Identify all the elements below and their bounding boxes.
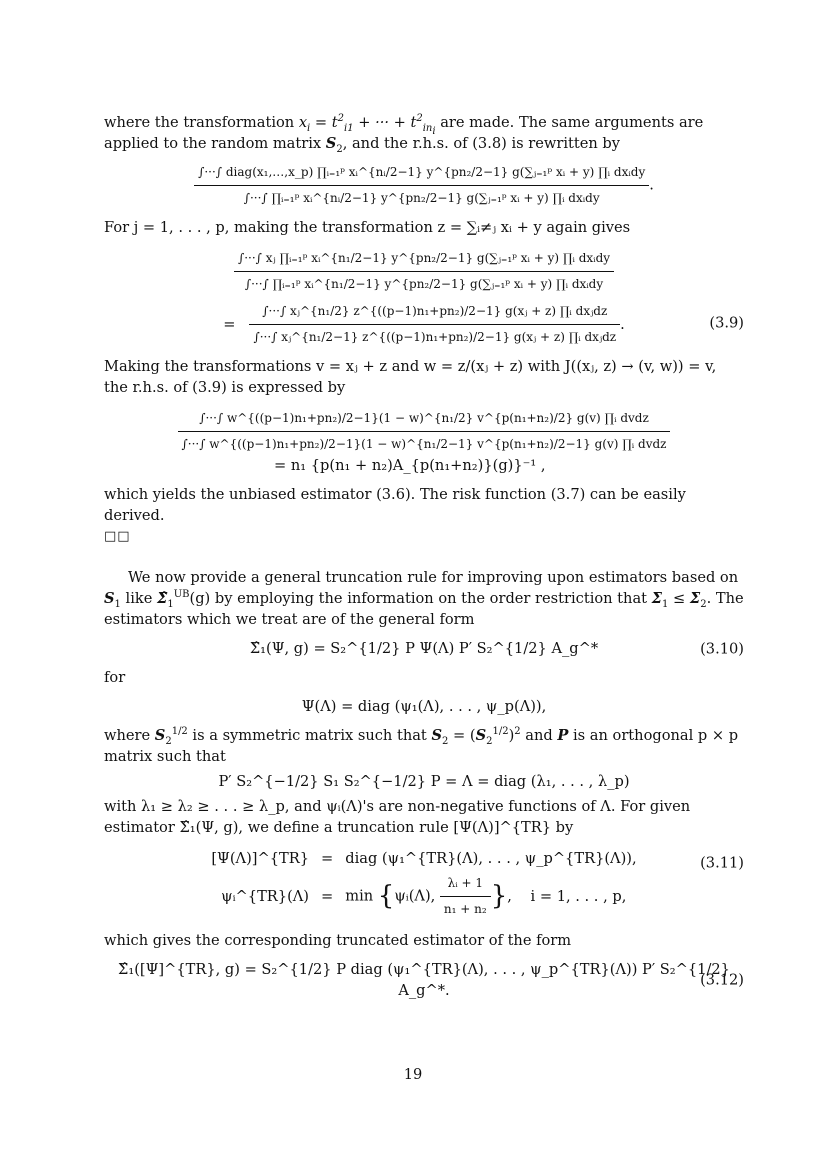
- equation-3-12: [104, 959, 744, 1001]
- fraction: [440, 873, 491, 920]
- text: , and the r.h.s. of (3.8) is rewritten by: [342, 135, 620, 152]
- text: are made. The same arguments are applied to the random matrix: [104, 114, 704, 152]
- equation-expressed: [104, 408, 744, 476]
- paragraph-unbiased: which yields the unbiased estimator (3.6). The risk function (3.7) can be easily derived.: [104, 486, 686, 524]
- paragraph-truncated-estimator: which gives the corresponding truncated estimator of the form: [104, 932, 572, 949]
- equation-body: Σ̂₁([Ψ]^{TR}, g) = S₂^{1/2} P diag (ψ₁^{TR}(Λ), . . . , ψ_p^{TR}(Λ)) P′ S₂^{1/2} A_g^*.: [118, 961, 730, 999]
- equation-lambda: [104, 771, 744, 792]
- fraction: [194, 162, 649, 209]
- math-matrix: S: [325, 135, 337, 152]
- paragraph-where: where $S_2^{1/2}$ is a symmetric matrix such that $S_2 = (S_2^{1/2})^2$ and P is an orthogonal p × p matrix such that: [104, 726, 739, 765]
- equation-body: P′ S₂^{−1/2} S₁ S₂^{−1/2} P = Λ = diag (λ₁, . . . , λ_p): [218, 773, 630, 790]
- text: is an orthogonal p × p matrix such that: [104, 727, 739, 765]
- equation-rewrite: ∫···∫ diag(x₁,…,x_p) ∏ᵢ₌₁ᵖ xᵢ^{nᵢ/2−1} y^{pn₂/2−1} g(∑ⱼ₌₁ᵖ xᵢ + y) ∏ᵢ dxᵢdy ∫···∫ ∏ᵢ₌₁ᵖ xᵢ^{nᵢ/2−1} y^{pn₂/2−1} g(∑ⱼ₌₁ᵖ xᵢ + y) ∏ᵢ dxᵢdy .: [104, 162, 744, 209]
- paragraph-truncation-rule: We now provide a general truncation rule for improving upon estimators based on $S_1$ like $\Sigmâ_1^{UB}(g)$ by employing the information on the order restriction that $\Sigma_1 \le \Sigma_2$. The estimators which we treat are of the general form: [104, 569, 744, 628]
- equation-3-11: [104, 846, 744, 922]
- equation-3-9: ∫···∫ xⱼ ∏ᵢ₌₁ᵖ xᵢ^{n₁/2−1} y^{pn₂/2−1} g(∑ⱼ₌₁ᵖ xᵢ + y) ∏ᵢ dxᵢdy ∫···∫ ∏ᵢ₌₁ᵖ xᵢ^{n₁/2−1} y^{pn₂/2−1} g(∑ⱼ₌₁ᵖ xᵢ + y) ∏ᵢ dxᵢdy = $\frac{\text{∫···∫ xⱼ\textasciicircum{}\{n₁/2\} z\textasciicircum{}\{((p−1)n₁+pn₂)/2−1\} g(xⱼ + z) ∏ᵢ dxⱼdz}}{\text{∫···∫ xⱼ\textasciicircum{}\{n₁/2−1\} z\textasciicircum{}\{((p−1)n₁+pn₂)/2−1\} g(xⱼ + z) ∏ᵢ dxⱼdz}}$ . (3.9): [104, 248, 744, 348]
- numerator: ∫···∫ diag(x₁,…,x_p) ∏ᵢ₌₁ᵖ xᵢ^{nᵢ/2−1} y^{pn₂/2−1} g(∑ⱼ₌₁ᵖ xᵢ + y) ∏ᵢ dxᵢdy: [194, 162, 649, 186]
- fraction-first: [234, 248, 614, 295]
- numerator: λᵢ + 1: [440, 873, 491, 897]
- equation-label: (3.9): [709, 314, 744, 332]
- equation-body: Σ̂₁(Ψ, g) = S₂^{1/2} P Ψ(Λ) P′ S₂^{1/2} A_g^*: [249, 640, 599, 657]
- equation-line: = n₁ {p(n₁ + n₂)A_{p(n₁+n₂)}(g)}⁻¹ ,: [274, 457, 546, 474]
- qed-symbol: □□: [104, 529, 131, 544]
- text: like: [120, 590, 158, 607]
- denominator: ∫···∫ w^{((p−1)n₁+pn₂)/2−1}(1 − w)^{n₁/2−1} v^{p(n₁+n₂)/2−1} g(v) ∏ᵢ dvdz: [181, 437, 667, 451]
- equation-3-10: [104, 638, 744, 659]
- numerator: ∫···∫ xⱼ^{n₁/2} z^{((p−1)n₁+pn₂)/2−1} g(xⱼ + z) ∏ᵢ dxⱼdz: [249, 301, 620, 325]
- paragraph-for-j: For j = 1, . . . , p, making the transformation z = ∑ᵢ≠ⱼ xᵢ + y again gives: [104, 219, 631, 236]
- text: where the transformation: [104, 114, 299, 131]
- page-number: 19: [403, 1066, 423, 1083]
- text: We now provide a general truncation rule for improving upon estimators based on: [128, 569, 739, 586]
- term: ψᵢ(Λ),: [394, 887, 436, 905]
- numerator: ∫···∫ w^{((p−1)n₁+pn₂)/2−1}(1 − w)^{n₁/2} v^{p(n₁+n₂)/2} g(v) ∏ᵢ dvdz: [178, 408, 671, 432]
- paragraph-transformation: where the transformation $x_i = t^2_{i1}$ + ··· + $t^2_{in_i}$ are made. The same arguments are applied to the random matrix $S_2$, and the r.h.s. of (3.8) is rewritten by: [104, 113, 704, 155]
- text: . The estimators which we treat are of the general form: [104, 590, 744, 628]
- text: where: [104, 727, 155, 744]
- denominator: ∫···∫ ∏ᵢ₌₁ᵖ xᵢ^{nᵢ/2−1} y^{pn₂/2−1} g(∑ⱼ₌₁ᵖ xᵢ + y) ∏ᵢ dxᵢdy: [243, 191, 600, 205]
- text: and: [520, 727, 558, 744]
- paragraph-making-transformations: Making the transformations v = xⱼ + z and w = z/(xⱼ + z) with J((xⱼ, z) → (v, w)) = v, the r.h.s. of (3.9) is expressed by: [104, 358, 717, 396]
- text: is a symmetric matrix such that: [187, 727, 432, 744]
- equation-body: Ψ(Λ) = diag (ψ₁(Λ), . . . , ψ_p(Λ)),: [301, 698, 547, 715]
- lhs: ψᵢ^{TR}(Λ): [221, 888, 309, 905]
- rhs: diag (ψ₁^{TR}(Λ), . . . , ψ_p^{TR}(Λ)),: [345, 850, 637, 867]
- fraction-second: [249, 301, 620, 348]
- paper-page: [104, 112, 744, 1009]
- paragraph-with-lambda: with λ₁ ≥ λ₂ ≥ . . . ≥ λ_p, and ψᵢ(Λ)'s are non-negative functions of Λ. For given estimator Σ̂₁(Ψ, g), we define a truncation rule [Ψ(Λ)]^{TR} by: [104, 798, 691, 836]
- text: (g) by employing the information on the order restriction that: [189, 590, 652, 607]
- equation-label: (3.11): [700, 854, 744, 872]
- index-range: i = 1, . . . , p,: [530, 887, 627, 905]
- aligned-equations: [Ψ(Λ)]^{TR} = diag (ψ₁^{TR}(Λ), . . . , ψ_p^{TR}(Λ)), ψᵢ^{TR}(Λ) = min {ψᵢ(Λ), $\frac{\text{λᵢ + 1}}{\text{n₁ + n₂}}$ }, i = 1, . . . , p,: [205, 846, 642, 922]
- min-operator: min: [345, 887, 374, 905]
- math-inline: $x_i = t^2_{i1}$ + ··· + $t^2_{in_i}$: [298, 113, 436, 137]
- denominator: ∫···∫ xⱼ^{n₁/2−1} z^{((p−1)n₁+pn₂)/2−1} g(xⱼ + z) ∏ᵢ dxⱼdz: [253, 330, 617, 344]
- lhs: [Ψ(Λ)]^{TR}: [211, 850, 309, 867]
- paragraph-for: for: [104, 669, 126, 686]
- numerator: ∫···∫ xⱼ ∏ᵢ₌₁ᵖ xᵢ^{n₁/2−1} y^{pn₂/2−1} g(∑ⱼ₌₁ᵖ xᵢ + y) ∏ᵢ dxᵢdy: [234, 248, 614, 272]
- equation-label: (3.10): [700, 640, 744, 657]
- denominator: ∫···∫ ∏ᵢ₌₁ᵖ xᵢ^{n₁/2−1} y^{pn₂/2−1} g(∑ⱼ₌₁ᵖ xᵢ + y) ∏ᵢ dxᵢdy: [244, 277, 604, 291]
- denominator: n₁ + n₂: [443, 902, 487, 916]
- fraction: [178, 408, 671, 455]
- equation-label: (3.12): [700, 971, 744, 989]
- equation-psi: [104, 696, 744, 717]
